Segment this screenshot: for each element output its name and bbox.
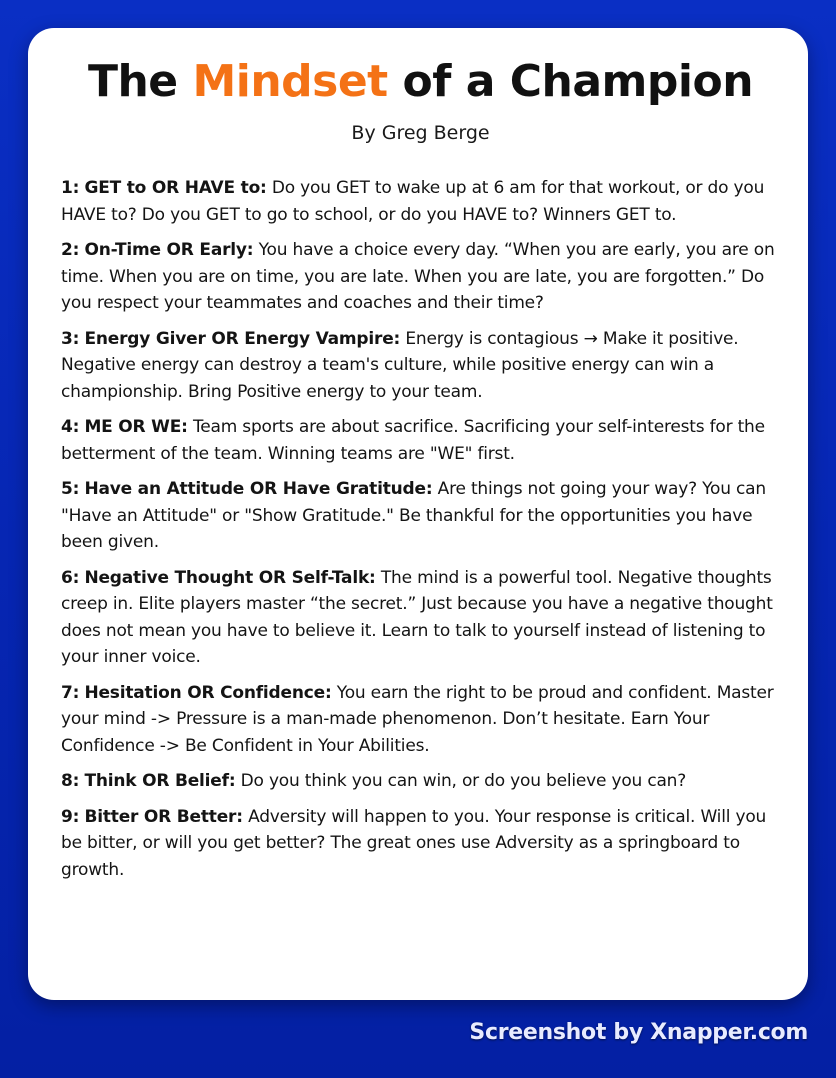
item-text: Energy is contagious → Make it positive. Negative energy can destroy a team's culture, while positive energy can win a championship. Bring Positive energy to your team. xyxy=(61,328,739,402)
list-item xyxy=(61,476,780,556)
item-number: 5: xyxy=(61,479,80,499)
item-text: You earn the right to be proud and confident. Master your mind -> Pressure is a man-made phenomenon. Don’t hesitate. Earn Your Confidence -> Be Confident in Your Abilities. xyxy=(61,682,774,756)
item-text: Do you think you can win, or do you believe you can? xyxy=(240,771,687,791)
item-label: Have an Attitude OR Have Gratitude: xyxy=(84,479,433,499)
item-label: Hesitation OR Confidence: xyxy=(84,682,332,703)
item-label: Think OR Belief: xyxy=(84,771,236,791)
item-text: Do you GET to wake up at 6 am for that workout, or do you HAVE to? Do you GET to go to school, or do you HAVE to? Winners GET to. xyxy=(61,178,765,225)
page-title xyxy=(61,28,780,111)
title-prefix: The xyxy=(87,56,193,107)
list-item xyxy=(61,768,780,795)
item-number: 6: xyxy=(61,567,80,588)
item-label: Bitter OR Better: xyxy=(84,806,243,827)
item-label: Energy Giver OR Energy Vampire: xyxy=(84,328,401,349)
item-number: 3: xyxy=(61,328,80,349)
list-item xyxy=(61,680,780,760)
mindset-list xyxy=(61,175,780,883)
item-number: 7: xyxy=(61,682,80,703)
title-accent: Mindset xyxy=(192,56,388,107)
item-number: 8: xyxy=(61,771,80,791)
item-label: GET to OR HAVE to: xyxy=(84,178,267,198)
list-item xyxy=(61,237,780,317)
list-item xyxy=(61,565,780,671)
title-suffix: of a Champion xyxy=(387,56,754,107)
item-label: Negative Thought OR Self-Talk: xyxy=(84,567,376,588)
item-text: Are things not going your way? You can "Have an Attitude" or "Show Gratitude." Be thankful for the opportunities you have been given. xyxy=(61,479,766,552)
watermark-text: Screenshot by Xnapper.com xyxy=(469,1020,808,1045)
item-text: Team sports are about sacrifice. Sacrificing your self-interests for the betterment of the team. Winning teams are "WE" first. xyxy=(61,417,765,464)
list-item xyxy=(61,804,780,884)
list-item xyxy=(61,175,780,228)
item-label: On-Time OR Early: xyxy=(84,240,254,260)
content-card xyxy=(28,28,808,1000)
list-item xyxy=(61,326,780,406)
item-number: 1: xyxy=(61,178,80,198)
item-label: ME OR WE: xyxy=(84,417,188,437)
author-byline: By Greg Berge xyxy=(351,122,490,144)
item-number: 2: xyxy=(61,240,80,260)
item-number: 9: xyxy=(61,806,80,827)
item-text: You have a choice every day. “When you are early, you are on time. When you are on time, you are late. When you are late, you are forgotten.” Do you respect your teammates and coaches and their time? xyxy=(61,240,775,313)
item-text: The mind is a powerful tool. Negative thoughts creep in. Elite players master “the secret.” Just because you have a negative thought does not mean you have to believe it. Learn to talk to yourself instead of listening to your inner voice. xyxy=(61,567,773,667)
list-item xyxy=(61,414,780,467)
item-number: 4: xyxy=(61,417,80,437)
item-text: Adversity will happen to you. Your response is critical. Will you be bitter, or will you get better? The great ones use Adversity as a springboard to growth. xyxy=(61,806,767,880)
